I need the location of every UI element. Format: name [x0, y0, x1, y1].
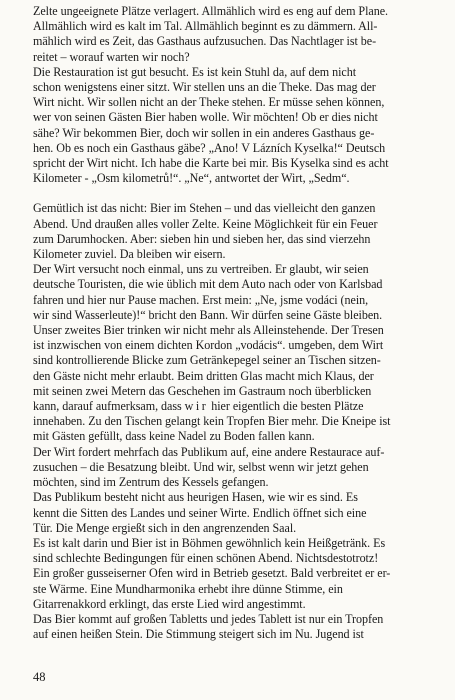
text-line: kennt die Sitten des Landes und seiner Wirte. Endlich öffnet sich eine	[33, 505, 367, 520]
text-line: Kilometer zuviel. Da bleiben wir eisern.	[33, 247, 226, 262]
spaced-emphasis: wir	[184, 399, 209, 414]
text-line: sind kontrollierende Blicke zum Getränkepegel seiner an Tischen sitzen-	[33, 353, 381, 368]
text-line: möchten, sind im Zentrum des Kessels gefangen.	[33, 475, 269, 490]
text-line	[33, 399, 439, 414]
paragraph-2	[33, 65, 439, 187]
text-line: hen. Ob es noch ein Gasthaus gäbe? „Ano! V Lázních Kyselka!“ Deutsch	[33, 140, 386, 155]
text-fragment: i	[33, 414, 37, 429]
paragraph-6	[33, 490, 439, 536]
text-line: wer von seinen Gästen Bier haben wolle. Wir möchten! Ob er dies nicht	[33, 110, 378, 125]
text-line: Zelte ungeeignete Plätze verlagert. Allmählich wird es eng auf dem Plane.	[33, 4, 388, 18]
text-line: spricht der Wirt nicht. Ich habe die Karte bei mir. Bis Kyselka sind es acht	[33, 156, 389, 171]
text-line: zusuchen – die Besatzung bleibt. Und wir, selbst wenn wir jetzt gehen	[33, 459, 369, 474]
paragraph-7	[33, 536, 439, 612]
text-line: Abend. Und draußen alles voller Zelte. Keine Möglichkeit für ein Feuer	[33, 216, 378, 231]
text-fragment: hier eigentlich die besten Plätze	[208, 399, 364, 414]
text-line: Das Publikum besteht nicht aus heurigen Hasen, wie wir es sind. Es	[33, 490, 358, 505]
text-line: mählich wird es Zeit, das Gasthaus aufzusuchen. Das Nachtlager ist be-	[33, 34, 377, 49]
text-line: Gitarrenakkord erklingt, das erste Lied wird angestimmt.	[33, 596, 306, 611]
text-line: mit Gästen gefüllt, dass keine Nadel zu Boden fallen kann.	[33, 429, 315, 444]
text-line: Der Wirt fordert mehrfach das Publikum auf, eine andere Restaurace auf-	[33, 444, 385, 459]
text-line: sähe? Wir bekommen Bier, doch wir sollen in ein anderes Gasthaus ge-	[33, 125, 375, 140]
text-line: auf einen heißen Stein. Die Stimmung steigert sich im Nu. Jugend ist	[33, 627, 364, 642]
text-line: ste Wärme. Eine Mundharmonika erhebt ihre dünne Stimme, ein	[33, 581, 343, 596]
text-line: Gemütlich ist das nicht: Bier im Stehen – und das vielleicht den ganzen	[33, 201, 376, 216]
text-line: zum Darumhocken. Aber: sieben hin und sieben her, das sind vierzehn	[33, 231, 371, 246]
text-line: fahren und hier nur Pause machen. Erst mein: „Ne, jsme vodáci (nein,	[33, 292, 369, 307]
text-line: sind schlechte Bedingungen für einen schönen Abend. Nichtsdestotrotz!	[33, 551, 379, 566]
text-line: Wirt nicht. Wir sollen nicht an der Theke stehen. Er müsse sehen können,	[33, 95, 385, 110]
text-line: deutsche Touristen, die wie üblich mit dem Auto nach oder von Karlsbad	[33, 277, 383, 292]
text-fragment: nnehaben. Zu den Tischen gelangt kein Tropfen Bier mehr. Die Kneipe ist	[36, 414, 391, 429]
text-line: schon wenigstens einer sitzt. Wir stellen uns an die Theke. Das mag der	[33, 80, 376, 95]
text-line: Unser zweites Bier trinken wir nicht mehr als Alleinstehende. Der Tresen	[33, 323, 384, 338]
paragraph-8	[33, 612, 439, 642]
text-line: mit seinen zwei Metern das Geschehen im Gastraum noch überblicken	[33, 383, 372, 398]
text-line: Das Bier kommt auf großen Tabletts und jedes Tablett ist nur ein Tropfen	[33, 611, 384, 626]
text-line: Tür. Die Menge ergießt sich in den angrenzenden Saal.	[33, 520, 297, 535]
text-line: ist inzwischen von einem dichten Kordon „vodácis“. umgeben, dem Wirt	[33, 338, 384, 353]
text-line: reitet – worauf warten wir noch?	[33, 49, 190, 64]
text-line: Es ist kalt darin und Bier ist in Böhmen gewöhnlich kein Heißgetränk. Es	[33, 535, 386, 550]
text-line: Der Wirt versucht noch einmal, uns zu vertreiben. Er glaubt, wir seien	[33, 262, 369, 277]
paragraph-4	[33, 262, 439, 444]
text-line: Ein großer gusseiserner Ofen wird in Betrieb gesetzt. Bald verbreitet er er-	[33, 566, 391, 581]
paragraph-1	[33, 4, 439, 65]
paragraph-5	[33, 445, 439, 491]
text-line: Kilometer - „Osm kilometrů!“. „Ne“, antwortet der Wirt, „Sedm“.	[33, 171, 350, 186]
text-line: wir sind Wasserleute)!“ bricht den Bann. Wir dürfen seine Gäste bleiben.	[33, 307, 383, 322]
text-line: Allmählich wird es kalt im Tal. Allmählich beginnt es zu dämmern. All-	[33, 19, 378, 34]
text-line	[33, 414, 439, 429]
paragraph-3	[33, 201, 439, 262]
body-text	[33, 4, 439, 642]
text-line: Die Restauration ist gut besucht. Es ist kein Stuhl da, auf dem nicht	[33, 64, 357, 79]
text-line: den Gäste nicht mehr erlaubt. Beim dritten Glas macht mich Klaus, der	[33, 368, 374, 383]
page-number: 48	[33, 670, 46, 684]
text-fragment: kann, darauf aufmerksam, dass	[33, 399, 185, 414]
